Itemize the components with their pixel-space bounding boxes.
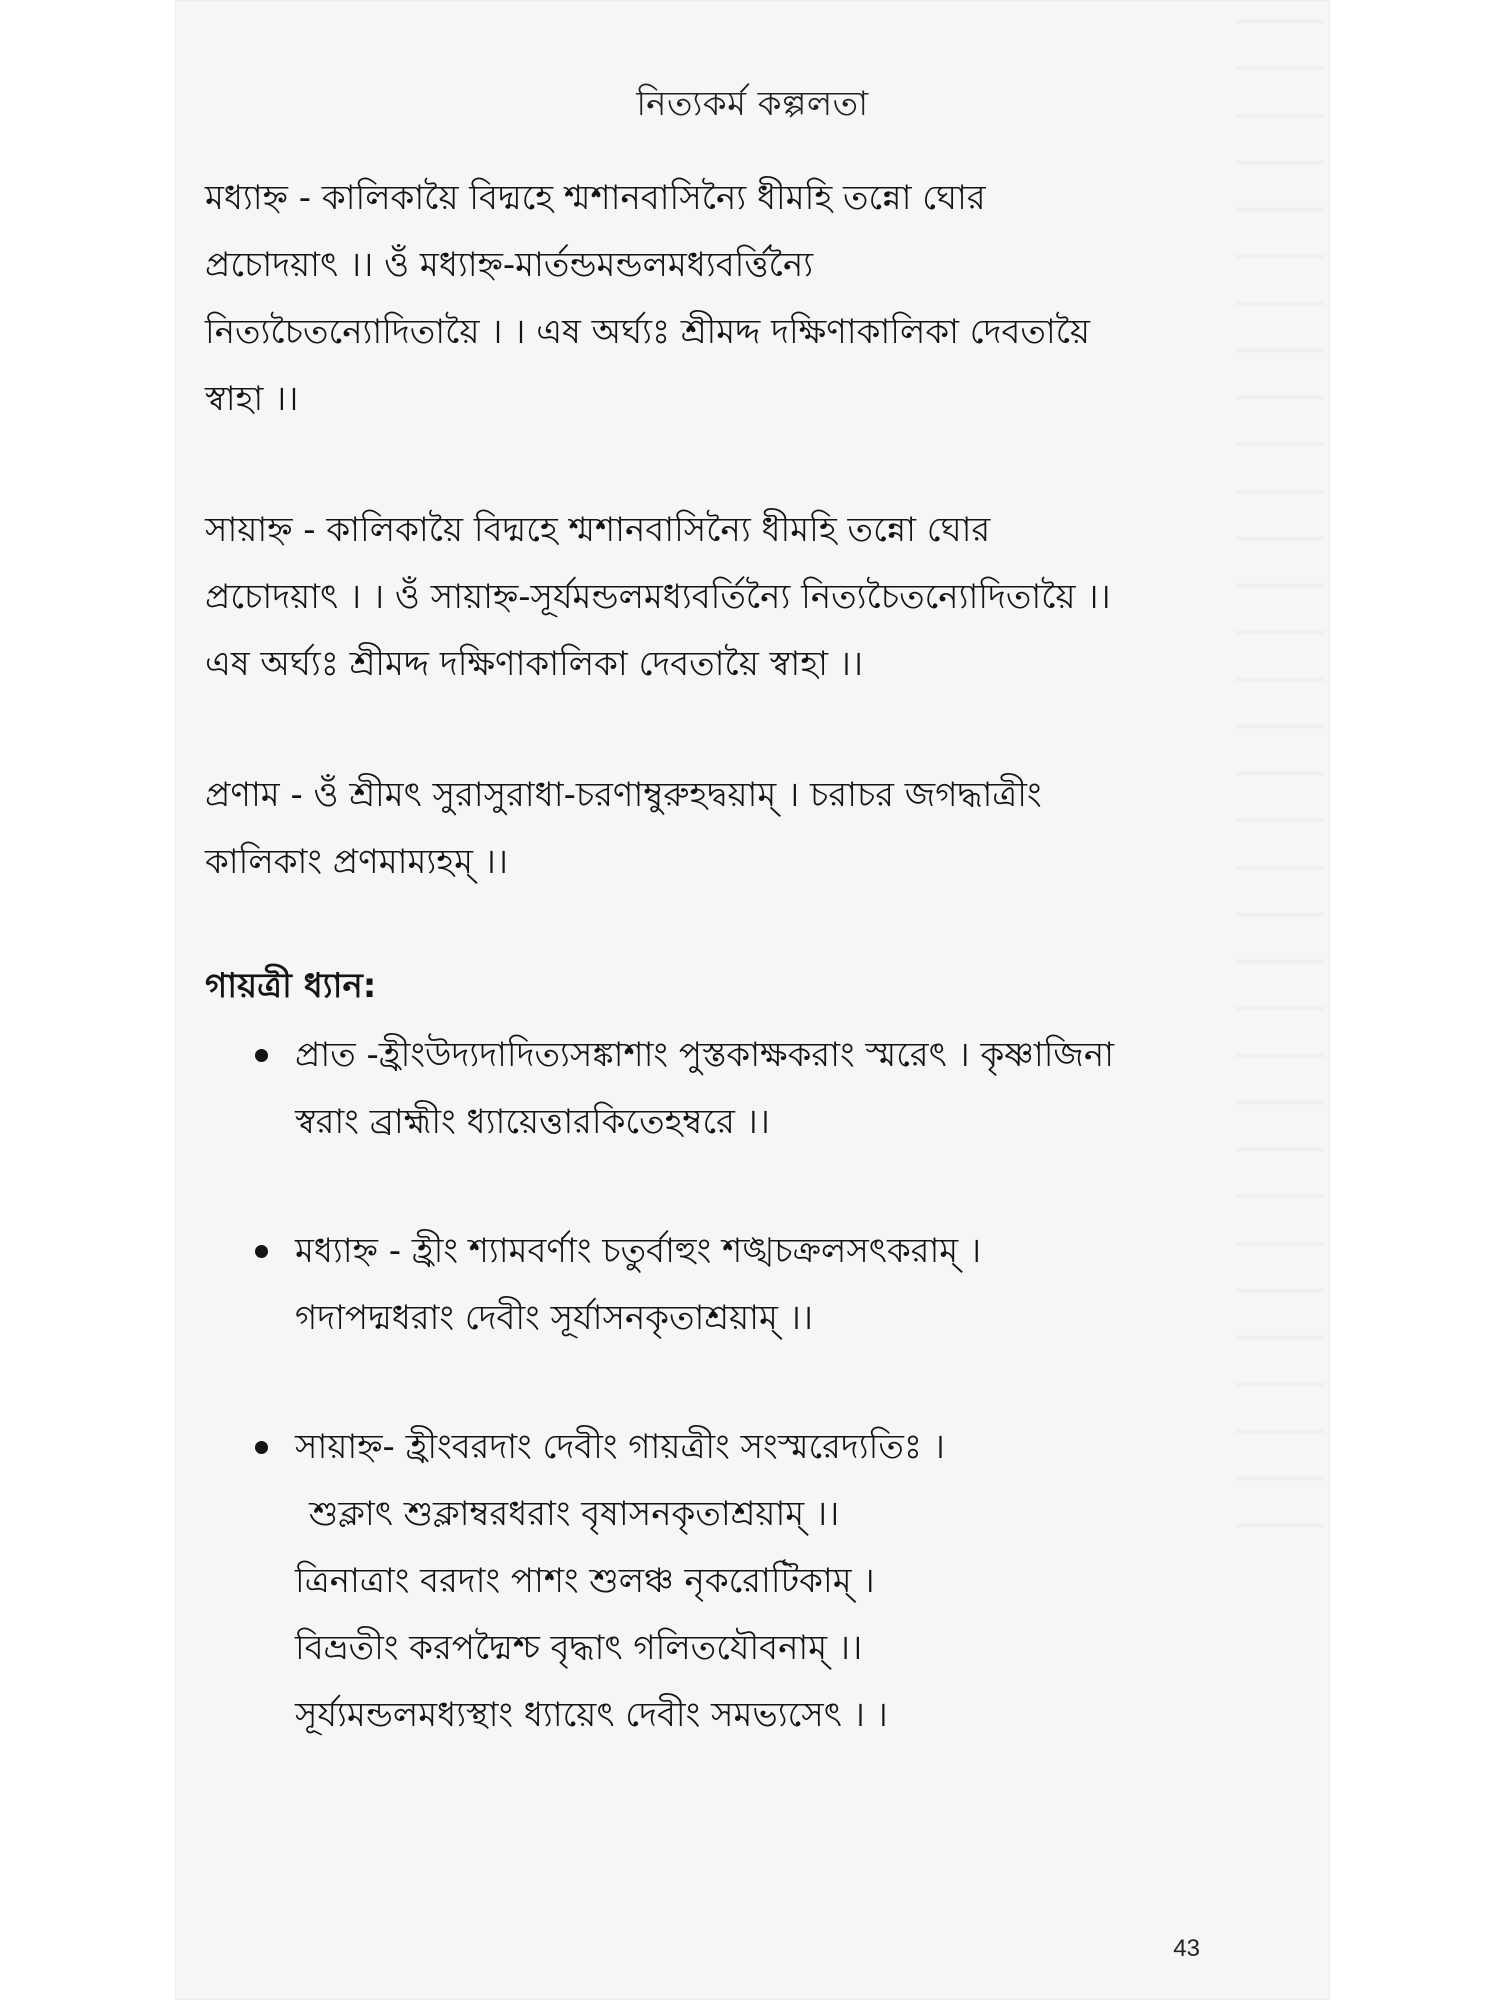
paragraph-madhyahna bbox=[205, 165, 1235, 433]
text-line: বিভ্রতীং করপদ্মৈশ্চ বৃদ্ধাৎ গলিতযৌবনাম্ ।। bbox=[295, 1628, 863, 1668]
text-line: সূর্য্যমন্ডলমধ্যস্থাং ধ্যায়েৎ দেবীং সমভ্যসেৎ । । bbox=[295, 1695, 888, 1735]
bullet-icon bbox=[255, 1245, 268, 1258]
paragraph-sayahna bbox=[205, 497, 1235, 698]
text-line: প্রাত -হ্রীংউদ্যদাদিত্যসঙ্কাশাং পুস্তকাক্ষকরাং স্মরেৎ । কৃষ্ণাজিনা bbox=[295, 1035, 1114, 1075]
text-line: স্বাহা ।। bbox=[205, 379, 299, 419]
text-line: নিত্যচৈতন্যোদিতায়ৈ । । এষ অর্ঘ্যঃ শ্রীমদ্দ দক্ষিণাকালিকা দেবতায়ৈ bbox=[205, 312, 1091, 352]
text-line: স্বরাং ব্রাহ্মীং ধ্যায়েত্তারকিতেহম্বরে ।। bbox=[295, 1102, 770, 1142]
page-body bbox=[205, 165, 1235, 1749]
show-through-texture bbox=[1235, 20, 1325, 1560]
paragraph-pranam bbox=[205, 762, 1235, 896]
text-line: মধ্যাহ্ন - হ্রীং শ্যামবর্ণাং চতুর্বাহুং শঙ্খচক্রলসৎকরাম্ । bbox=[295, 1231, 982, 1271]
bullet-icon bbox=[255, 1049, 268, 1062]
text-line: কালিকাং প্রণমাম্যহম্ ।। bbox=[205, 842, 509, 882]
text-line: গদাপদ্মধরাং দেবীং সূর্যাসনকৃতাশ্রয়াম্ ।। bbox=[295, 1298, 814, 1338]
text-line: শুক্লাৎ শুক্লাম্বরধরাং বৃষাসনকৃতাশ্রয়াম্ ।। bbox=[309, 1494, 840, 1534]
text-line: ত্রিনাত্রাং বরদাং পাশং শুলঞ্চ নৃকরোটিকাম্ । bbox=[295, 1561, 875, 1601]
text-line: প্রণাম - ওঁ শ্রীমৎ সুরাসুরাধা-চরণাম্বুরুহদ্বয়াম্ । চরাচর জগদ্ধাত্রীং bbox=[205, 775, 1042, 815]
gayatri-list bbox=[205, 1022, 1235, 1749]
section-heading: গায়ত্রী ধ্যান: bbox=[205, 966, 377, 1006]
text-line: এষ অর্ঘ্যঃ শ্রীমদ্দ দক্ষিণাকালিকা দেবতায়ৈ স্বাহা ।। bbox=[205, 644, 864, 684]
text-line: সায়াহ্ন - কালিকায়ৈ বিদ্মহে শ্মশানবাসিন্যৈ ধীমহি তন্নো ঘোর bbox=[205, 510, 991, 550]
text-line: মধ্যাহ্ন - কালিকায়ৈ বিদ্মহে শ্মশানবাসিন্যৈ ধীমহি তন্নো ঘোর bbox=[205, 178, 986, 218]
list-item bbox=[255, 1218, 1235, 1352]
page-number: 43 bbox=[1173, 1935, 1200, 1962]
list-item bbox=[255, 1414, 1235, 1749]
list-item bbox=[255, 1022, 1235, 1156]
text-line: প্রচোদয়াৎ । । ওঁ সায়াহ্ন-সূর্যমন্ডলমধ্যবর্তিন্যৈ নিত্যচৈতন্যোদিতায়ৈ ।। bbox=[205, 577, 1111, 617]
text-line: প্রচোদয়াৎ ।। ওঁ মধ্যাহ্ন-মার্তন্ডমন্ডলমধ্যবর্ত্তিন্যৈ bbox=[205, 245, 814, 285]
bullet-icon bbox=[255, 1441, 268, 1454]
running-title: নিত্যকর্ম কল্পলতা bbox=[636, 84, 869, 124]
book-page bbox=[175, 0, 1330, 2000]
text-line: সায়াহ্ন- হ্রীংবরদাং দেবীং গায়ত্রীং সংস্মরেদ্যতিঃ । bbox=[295, 1427, 945, 1467]
